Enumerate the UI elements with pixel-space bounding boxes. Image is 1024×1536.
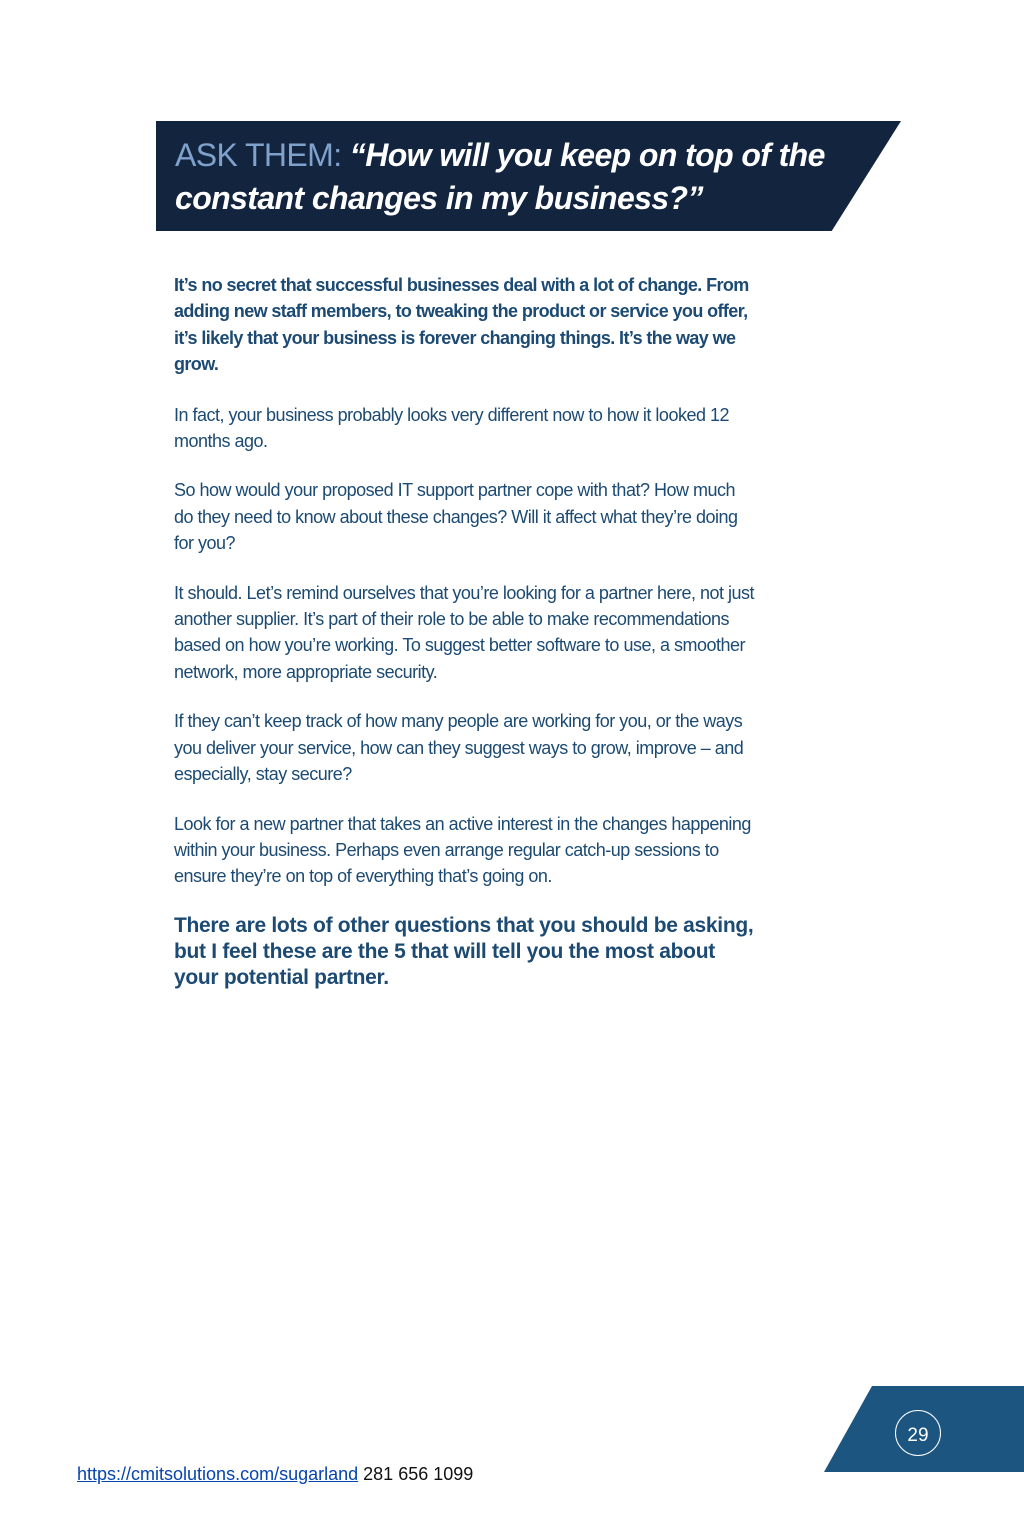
paragraph-4: If they can’t keep track of how many people are working for you, or the ways you deliver your service, how can they suggest ways to grow, improve – and especially, stay secure?	[174, 711, 744, 785]
page-number: 29	[895, 1410, 941, 1456]
body-text	[174, 272, 754, 1014]
intro-paragraph: It’s no secret that successful businesses deal with a lot of change. From adding new staff members, to tweaking the product or service you offer, it’s likely that your business is forever changing things. It’s the way we grow.	[174, 275, 749, 375]
paragraph-1: In fact, your business probably looks very different now to how it looked 12 months ago.	[174, 404, 729, 452]
website-link[interactable]: https://cmitsolutions.com/sugarland	[77, 1464, 359, 1484]
paragraph-5: Look for a new partner that takes an active interest in the changes happening within your business. Perhaps even arrange regular catch-up sessions to ensure they’re on top of everything that’s going on.	[174, 813, 751, 887]
phone-number: 281 656 1099	[363, 1464, 474, 1484]
closing-paragraph: There are lots of other questions that you should be asking, but I feel these are the 5 that will tell you the most about your potential partner.	[174, 913, 754, 989]
page-title	[175, 134, 855, 220]
paragraph-2: So how would your proposed IT support partner cope with that? How much do they need to know about these changes? Will it affect what they’re doing for you?	[174, 480, 738, 554]
title-lead: ASK THEM:	[175, 137, 342, 173]
paragraph-3: It should. Let’s remind ourselves that you’re looking for a partner here, not just another supplier. It’s part of their role to be able to make recommendations based on how you’re working. To suggest better software to use, a smoother network, more appropriate security.	[174, 582, 755, 682]
title-question: “How will you keep on top of the constant changes in my business?”	[175, 137, 825, 216]
footer	[77, 1462, 473, 1486]
